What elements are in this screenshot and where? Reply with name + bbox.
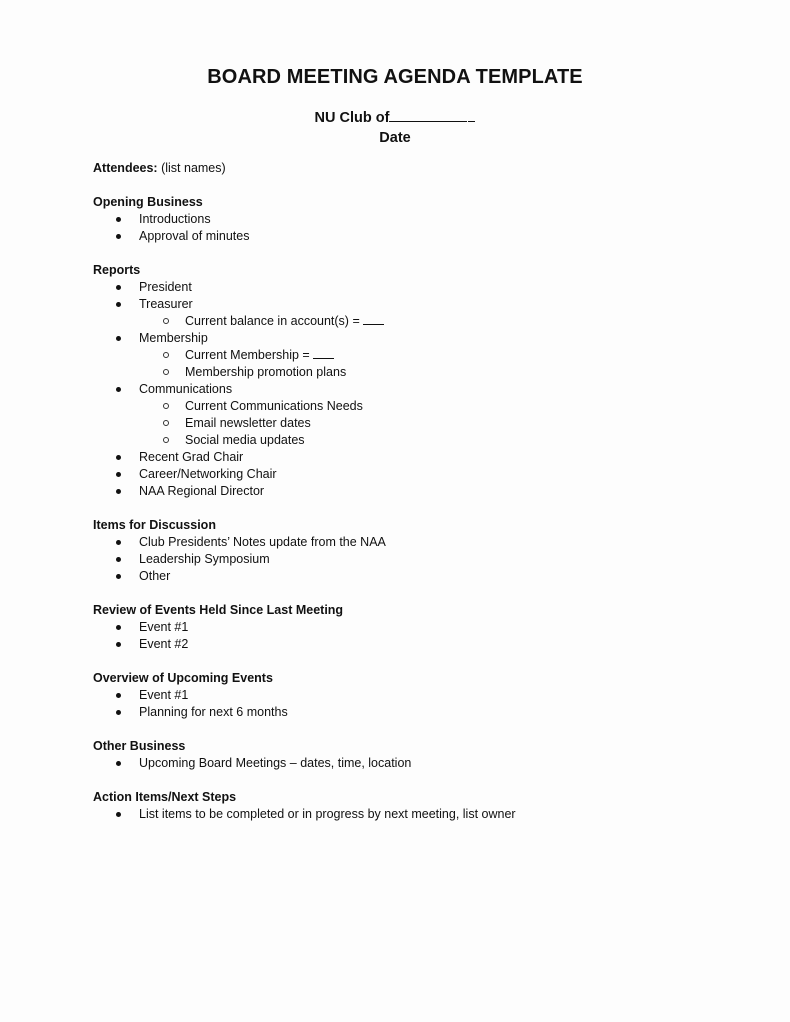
item-label: Leadership Symposium: [139, 552, 270, 566]
attendees-value: (list names): [161, 161, 226, 175]
item-label: Event #1: [139, 620, 189, 634]
item-label: Career/Networking Chair: [139, 467, 277, 481]
item-label: Membership: [139, 331, 208, 345]
list-item: [93, 211, 713, 228]
fill-in-blank: [363, 313, 384, 325]
circle-bullet-icon: [163, 352, 169, 358]
bullet-icon: [116, 625, 121, 630]
item-label: Approval of minutes: [139, 229, 250, 243]
sub-item-label: Current Membership =: [185, 348, 310, 362]
bullet-icon: [116, 540, 121, 545]
attendees-label: Attendees:: [93, 161, 158, 175]
list-item: [93, 755, 713, 772]
section-heading: Opening Business: [93, 195, 203, 209]
sub-item-label: Email newsletter dates: [185, 416, 311, 430]
bullet-icon: [116, 710, 121, 715]
item-label: Introductions: [139, 212, 211, 226]
sub-item-label: Membership promotion plans: [185, 365, 347, 379]
sub-list-item: [93, 432, 713, 449]
item-label: Club Presidents’ Notes update from the NAA: [139, 535, 386, 549]
sub-item-label: Social media updates: [185, 433, 305, 447]
section-heading: Items for Discussion: [93, 518, 216, 532]
bullet-icon: [116, 302, 121, 307]
section-opening-business: [93, 194, 713, 245]
section-reports: [93, 262, 713, 500]
document-title: BOARD MEETING AGENDA TEMPLATE: [207, 66, 583, 88]
list-item: [93, 381, 713, 398]
list-item: [93, 704, 713, 721]
section-heading: Overview of Upcoming Events: [93, 671, 273, 685]
bullet-icon: [116, 217, 121, 222]
list-item: [93, 449, 713, 466]
agenda-body: [93, 160, 713, 840]
bullet-icon: [116, 234, 121, 239]
section-items-for-discussion: [93, 517, 713, 585]
list-item: [93, 806, 713, 823]
list-item: [93, 636, 713, 653]
section-review-of-events: [93, 602, 713, 653]
date-line: Date: [379, 130, 411, 146]
bullet-icon: [116, 455, 121, 460]
attendees-line: [93, 160, 713, 177]
item-label: Event #1: [139, 688, 189, 702]
list-item: [93, 619, 713, 636]
bullet-icon: [116, 387, 121, 392]
sub-list-item: [93, 347, 713, 364]
item-label: Communications: [139, 382, 233, 396]
sub-list-item: [93, 364, 713, 381]
item-label: List items to be completed or in progress by next meeting, list owner: [139, 807, 516, 821]
bullet-icon: [116, 812, 121, 817]
item-label: Event #2: [139, 637, 189, 651]
list-item: [93, 534, 713, 551]
bullet-icon: [116, 285, 121, 290]
sub-item-label: Current balance in account(s) =: [185, 314, 360, 328]
club-line: [0, 108, 790, 126]
bullet-icon: [116, 693, 121, 698]
list-item: [93, 466, 713, 483]
bullet-icon: [116, 574, 121, 579]
list-item: [93, 687, 713, 704]
circle-bullet-icon: [163, 437, 169, 443]
sub-list-item: [93, 313, 713, 330]
sub-list-item: [93, 415, 713, 432]
item-label: Upcoming Board Meetings – dates, time, location: [139, 756, 412, 770]
bullet-icon: [116, 489, 121, 494]
item-label: Recent Grad Chair: [139, 450, 244, 464]
list-item: [93, 330, 713, 347]
list-item: [93, 568, 713, 585]
list-item: [93, 296, 713, 313]
sub-list-item: [93, 398, 713, 415]
club-name-blank-end: [468, 108, 475, 122]
section-other-business: [93, 738, 713, 772]
section-heading: Reports: [93, 263, 141, 277]
club-label: NU Club of: [314, 110, 390, 126]
section-heading: Other Business: [93, 739, 186, 753]
list-item: [93, 228, 713, 245]
bullet-icon: [116, 557, 121, 562]
section-heading: Action Items/Next Steps: [93, 790, 237, 804]
section-action-items: [93, 789, 713, 823]
circle-bullet-icon: [163, 420, 169, 426]
section-heading: Review of Events Held Since Last Meeting: [93, 603, 344, 617]
bullet-icon: [116, 472, 121, 477]
item-label: Treasurer: [139, 297, 193, 311]
circle-bullet-icon: [163, 403, 169, 409]
list-item: [93, 551, 713, 568]
item-label: Planning for next 6 months: [139, 705, 288, 719]
list-item: [93, 483, 713, 500]
item-label: President: [139, 280, 192, 294]
circle-bullet-icon: [163, 369, 169, 375]
bullet-icon: [116, 761, 121, 766]
bullet-icon: [116, 642, 121, 647]
sub-item-label: Current Communications Needs: [185, 399, 363, 413]
list-item: [93, 279, 713, 296]
circle-bullet-icon: [163, 318, 169, 324]
item-label: Other: [139, 569, 171, 583]
section-upcoming-events: [93, 670, 713, 721]
fill-in-blank: [313, 347, 334, 359]
item-label: NAA Regional Director: [139, 484, 265, 498]
bullet-icon: [116, 336, 121, 341]
club-name-blank: [389, 108, 467, 122]
